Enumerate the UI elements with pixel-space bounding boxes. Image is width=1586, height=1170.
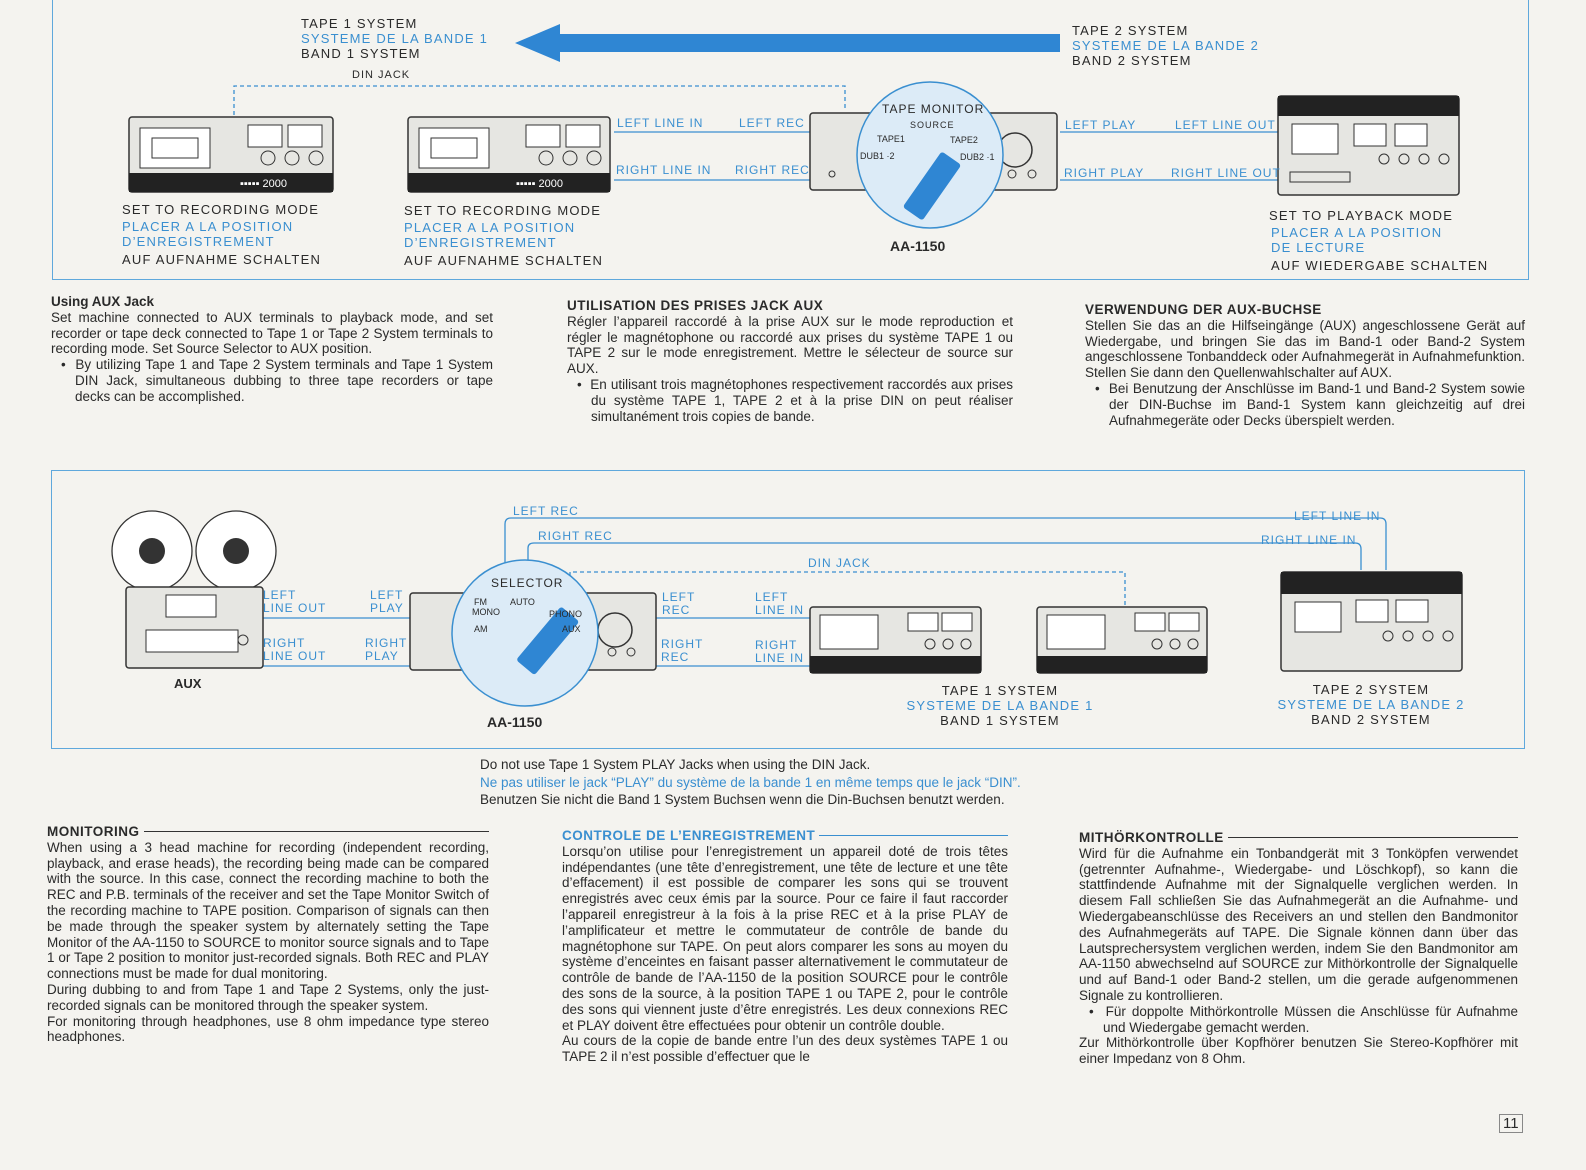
d2-left-line-out <box>263 589 326 615</box>
lbl: PLAY <box>370 601 404 615</box>
lbl: SYSTEME DE LA BANDE 2 <box>1277 697 1465 712</box>
monitoring-en-p1: When using a 3 head machine for recording (independent recording, playback, and erase heads), the recording being made can be compared with the source. In this case, connect the recording machine to both the REC and P.B. terminals of the receiver and set the Tape Monitor Switch of the recording machine to TAPE position. Comparison of signals can then be made through the speaker system by alternately setting the Tape Monitor of the AA-1150 to SOURCE to monitor source signals and to Tape 1 or Tape 2 position to monitor just-recorded signals. Both REC and PLAY connections must be made for dual monitoring. <box>47 839 489 982</box>
tape2-system-label <box>1072 23 1259 68</box>
dub1-label: DUB1 ·2 <box>860 151 895 161</box>
right-play-label: RIGHT PLAY <box>1064 166 1145 180</box>
rec-mode-fr2: D’ENREGISTREMENT <box>122 234 275 249</box>
aux-body-en: Set machine connected to AUX terminals to playback mode, and set recorder or tape deck connected to Tape 1 or Tape 2 System terminals to recording mode. Set Source Selector to AUX position. <box>51 309 493 357</box>
dub2-label: DUB2 ·1 <box>960 152 995 162</box>
svg-text:▪▪▪▪▪ 2000: ▪▪▪▪▪ 2000 <box>240 178 288 190</box>
model-label-2: AA-1150 <box>487 714 543 730</box>
aux-bullet-fr-text: En utilisant trois magnétophones respectivement raccordés aux prises du système TAPE 1, TAPE 2 et à la prise DIN on peut réaliser simultanément trois copies de bande. <box>590 376 1013 424</box>
lbl: REC <box>662 603 691 617</box>
tape1-fr: SYSTEME DE LA BANDE 1 <box>301 31 489 46</box>
monitoring-en-heading <box>47 824 489 840</box>
monitoring-fr-title: CONTROLE DE L’ENREGISTREMENT <box>562 828 816 843</box>
right-rec-label: RIGHT REC <box>735 163 810 177</box>
d2-right-rec: RIGHT REC <box>538 529 613 543</box>
aux-title-fr: UTILISATION DES PRISES JACK AUX <box>567 298 824 313</box>
monitoring-en-p3: For monitoring through headphones, use 8 ohm impedance type stereo headphones. <box>47 1013 489 1045</box>
monitoring-de-bullet: • Für doppolte Mithörkontrolle Müssen die Anschlüsse für Aufnahme und Wiedergabe gemacht werden. <box>1089 1003 1519 1035</box>
cassette-deck-2 <box>408 117 610 192</box>
lbl: LEFT <box>662 590 696 604</box>
lbl: BAND 1 SYSTEM <box>940 713 1060 728</box>
d2-right-line-out <box>263 637 326 663</box>
din-notes <box>480 756 1021 809</box>
aux-title-de: VERWENDUNG DER AUX-BUCHSE <box>1085 302 1322 317</box>
left-line-in-label: LEFT LINE IN <box>617 116 704 130</box>
rule-line <box>819 835 1008 836</box>
aux-section-fr <box>567 298 1013 424</box>
cassette-deck-tape-2 <box>1278 96 1459 195</box>
aux-bullet-en-text: By utilizing Tape 1 and Tape 2 System terminals and Tape 1 System DIN Jack, simultaneous dubbing to three tape recorders or tape decks can be accomplished. <box>75 357 493 404</box>
svg-text:▪▪▪▪▪ 2000: ▪▪▪▪▪ 2000 <box>516 178 564 190</box>
note-fr: Ne pas utiliser le jack “PLAY” du système de la bande 1 en même temps que le jack “DIN”. <box>480 774 1021 790</box>
lbl: SYSTEME DE LA BANDE 1 <box>906 698 1094 713</box>
tape1-dial-label: TAPE1 <box>877 134 905 144</box>
din-jack-dashed-line <box>234 86 845 115</box>
d2-left-line-in: LEFT LINE IN <box>1294 509 1381 523</box>
lbl: BAND 2 SYSTEM <box>1311 712 1431 727</box>
aux-section-de <box>1085 302 1525 428</box>
rec-mode-de: AUF AUFNAHME SCHALTEN <box>404 253 604 268</box>
monitoring-de-heading <box>1079 830 1518 846</box>
play-mode-de: AUF WIEDERGABE SCHALTEN <box>1271 258 1489 273</box>
play-mode-fr2: DE LECTURE <box>1271 240 1366 255</box>
tape2-fr: SYSTEME DE LA BANDE 2 <box>1072 38 1260 53</box>
auto-label: AUTO <box>510 597 535 607</box>
aux-title-en: Using AUX Jack <box>51 294 155 309</box>
right-line-out-label: RIGHT LINE OUT <box>1171 166 1281 180</box>
lbl: LINE OUT <box>263 601 327 615</box>
tape2-de: BAND 2 SYSTEM <box>1072 53 1192 68</box>
model-label-1: AA-1150 <box>890 238 946 254</box>
play-mode-label <box>1269 208 1488 273</box>
rec-mode-en: SET TO RECORDING MODE <box>122 202 320 217</box>
rec-mode-de: AUF AUFNAHME SCHALTEN <box>122 252 322 267</box>
monitoring-en-title: MONITORING <box>47 824 140 839</box>
tape2-en: TAPE 2 SYSTEM <box>1072 23 1189 38</box>
aux-bullet-de-text: Bei Benutzung der Anschlüsse im Band-1 und Band-2 System sowie der DIN-Buchse im Band-1 System kann gleichzeitig auf drei Aufnahmegeräte oder Decks überspielt werden. <box>1108 380 1525 428</box>
cassette-deck-tape-2b <box>1281 572 1462 671</box>
din-jack-label: DIN JACK <box>352 69 411 81</box>
aux-body-de: Stellen Sie das an die Hilfseingänge (AUX) angeschlossene Gerät auf Wiedergabe, und bringen Sie das im Band-1 oder Band-2 System angeschlossene Tonbanddeck oder Aufnahmegerät in Aufnahmefunktion. Stellen Sie dann den Quellenwahlschalter auf AUX. <box>1085 317 1525 381</box>
lbl: LINE IN <box>755 651 805 665</box>
tape1-de: BAND 1 SYSTEM <box>301 46 421 61</box>
deck2-mode-label <box>404 203 603 268</box>
monitoring-fr-p2: Au cours de la copie de bande entre l’un des deux systèmes TAPE 1 ou TAPE 2 il n’est possible d’effectuer que le <box>562 1033 1008 1065</box>
rule-line <box>144 831 490 832</box>
monitoring-en-p2: During dubbing to and from Tape 1 and Tape 2 Systems, only the just-recorded signals can be monitored through the speaker system. <box>47 981 489 1013</box>
d2-right-play <box>365 637 407 663</box>
tape1-system-label <box>301 16 488 61</box>
monitoring-de <box>1079 830 1518 1067</box>
note-en: Do not use Tape 1 System PLAY Jacks when using the DIN Jack. <box>480 757 871 772</box>
d2-tape2-system <box>1268 682 1474 727</box>
monitoring-de-bullet-text: Für doppolte Mithörkontrolle Müssen die Anschlüsse für Aufnahme und Wiedergabe gemacht werden. <box>1103 1003 1519 1035</box>
monitoring-de-title: MITHÖRKONTROLLE <box>1079 830 1224 845</box>
lbl: RIGHT <box>661 637 704 651</box>
tape1-en: TAPE 1 SYSTEM <box>301 16 418 31</box>
monitoring-fr-p1: Lorsqu’on utilise pour l’enregistrement un appareil doté de trois têtes indépendantes (une tête d’enregistrement, une tête de lecture et une tête d’effacement) il est possible de comparer les sons qui se trouvent enregistrés avec ceux émis par la source. Pour ce faire il faut raccorder l’appareil enregistreur à la fois à la prise REC et à la prise PLAY de l’amplificateur et mettre le commutateur de contrôle de bande du magnétophone sur TAPE. On peut alors comparer les sons au moyen du système d’enceintes en faisant passer alternativement le commutateur de contrôle de bande de l’AA-1150 de la position SOURCE pour le contrôle des sons de la source, à la position TAPE 1 ou TAPE 2, pour le contrôle des sons qui viennent juste d’être enregistrés. Les deux connexions REC et PLAY doivent être effectuées pour obtenir un contrôle double. <box>562 843 1008 1033</box>
monitoring-en <box>47 824 489 1045</box>
rule-line <box>1228 837 1518 838</box>
rec-mode-en: SET TO RECORDING MODE <box>404 203 602 218</box>
cassette-deck-tape-1a <box>810 607 981 673</box>
note-de: Benutzen Sie nicht die Band 1 System Buchsen wenn die Din-Buchsen benutzt werden. <box>480 792 1005 807</box>
aux-device-label: AUX <box>174 676 202 691</box>
right-line-in-label: RIGHT LINE IN <box>616 163 712 177</box>
monitoring-de-p2: Zur Mithörkontrolle über Kopfhörer benutzen Sie Stereo-Kopfhörer mit einer Impedanz von 8 Ohm. <box>1079 1035 1518 1067</box>
rec-mode-fr2: D’ENREGISTREMENT <box>404 235 557 250</box>
selector-label: SELECTOR <box>491 576 564 590</box>
aux-bullet-fr: • En utilisant trois magnétophones respectivement raccordés aux prises du système TAPE 1, TAPE 2 et à la prise DIN on peut réaliser simultanément trois copies de bande. <box>577 376 1013 424</box>
d2-left-rec-split <box>662 591 695 617</box>
signal-arrow <box>515 24 1060 62</box>
am-label: AM <box>474 624 488 634</box>
fm-label: FM <box>474 597 487 607</box>
lbl: LEFT <box>263 588 297 602</box>
lbl: LEFT <box>755 590 789 604</box>
source-label: SOURCE <box>910 120 955 130</box>
phono-label: PHONO <box>549 609 583 619</box>
lbl: RIGHT <box>755 638 798 652</box>
cassette-deck-tape-1b <box>1037 607 1207 673</box>
d2-din-jack: DIN JACK <box>808 556 871 570</box>
monitoring-fr <box>562 828 1008 1065</box>
lbl: LINE IN <box>755 603 805 617</box>
page-number: 11 <box>1499 1114 1523 1133</box>
mono-label: MONO <box>472 607 500 617</box>
aux-section-en <box>51 294 493 405</box>
d2-right-line-in-split <box>755 639 804 665</box>
lbl: PLAY <box>365 649 399 663</box>
lbl: RIGHT <box>263 636 306 650</box>
d2-right-rec-split <box>661 638 703 664</box>
deck1-mode-label <box>122 202 321 267</box>
d2-right-line-in: RIGHT LINE IN <box>1261 533 1357 547</box>
aux-bullet-de: • Bei Benutzung der Anschlüsse im Band-1 und Band-2 System sowie der DIN-Buchse im Band-1 System kann gleichzeitig auf drei Aufnahmegeräte oder Decks überspielt werden. <box>1095 380 1525 428</box>
play-mode-fr1: PLACER A LA POSITION <box>1271 225 1443 240</box>
monitoring-fr-heading <box>562 828 1008 844</box>
d2-tape1-system <box>897 683 1103 728</box>
d2-left-play <box>370 589 404 615</box>
tape2-dial-label: TAPE2 <box>950 135 978 145</box>
lbl: TAPE 2 SYSTEM <box>1312 682 1430 697</box>
play-mode-en: SET TO PLAYBACK MODE <box>1269 208 1454 223</box>
lbl: REC <box>661 650 690 664</box>
lbl: LINE OUT <box>263 649 327 663</box>
lbl: TAPE 1 SYSTEM <box>941 683 1059 698</box>
d2-left-line-in-split <box>755 591 804 617</box>
d2-left-rec: LEFT REC <box>513 504 579 518</box>
aux-position-label: AUX <box>562 624 581 634</box>
aux-body-fr: Régler l’appareil raccordé à la prise AUX sur le mode reproduction et régler le magnétophone ou raccordé aux prises du système TAPE 1 ou TAPE 2 sur le mode enregistrement. Mettre le sélecteur de source sur AUX. <box>567 313 1013 377</box>
left-play-label: LEFT PLAY <box>1065 118 1137 132</box>
reel-to-reel-deck <box>112 511 276 668</box>
cassette-deck-1 <box>129 117 333 192</box>
monitoring-de-p1: Wird für die Aufnahme ein Tonbandgerät mit 3 Tonköpfen verwendet (getrennter Aufnahme-, Wiedergabe- und Löschkopf), so kann die stattfindende Aufnahme mit der Signalquelle verglichen werden. In diesem Fall schließen Sie das Aufnahmegerät an die Aufnahme- und Wiedergabeanschlüsse des Receivers an und stellen den Bandmonitor des Aufnahmegeräts auf TAPE. Die Signale können dann über das Lautsprechersystem verglichen werden, indem Sie den Bandmonitor am AA-1150 abwechselnd auf SOURCE zur Mithörkontrolle der Signalquelle und auf Band-1 oder Band-2 stellen, um die gerade aufgenommenen Signale zu kontrollieren. <box>1079 845 1518 1003</box>
aux-bullet-en: • By utilizing Tape 1 and Tape 2 System terminals and Tape 1 System DIN Jack, simultaneous dubbing to three tape recorders or tape decks can be accomplished. <box>61 357 493 404</box>
rec-mode-fr1: PLACER A LA POSITION <box>122 219 294 234</box>
left-line-out-label: LEFT LINE OUT <box>1175 118 1276 132</box>
rec-mode-fr1: PLACER A LA POSITION <box>404 220 576 235</box>
tape-monitor-label: TAPE MONITOR <box>882 102 985 116</box>
left-rec-label: LEFT REC <box>739 116 805 130</box>
lbl: LEFT <box>370 588 404 602</box>
lbl: RIGHT <box>365 636 408 650</box>
